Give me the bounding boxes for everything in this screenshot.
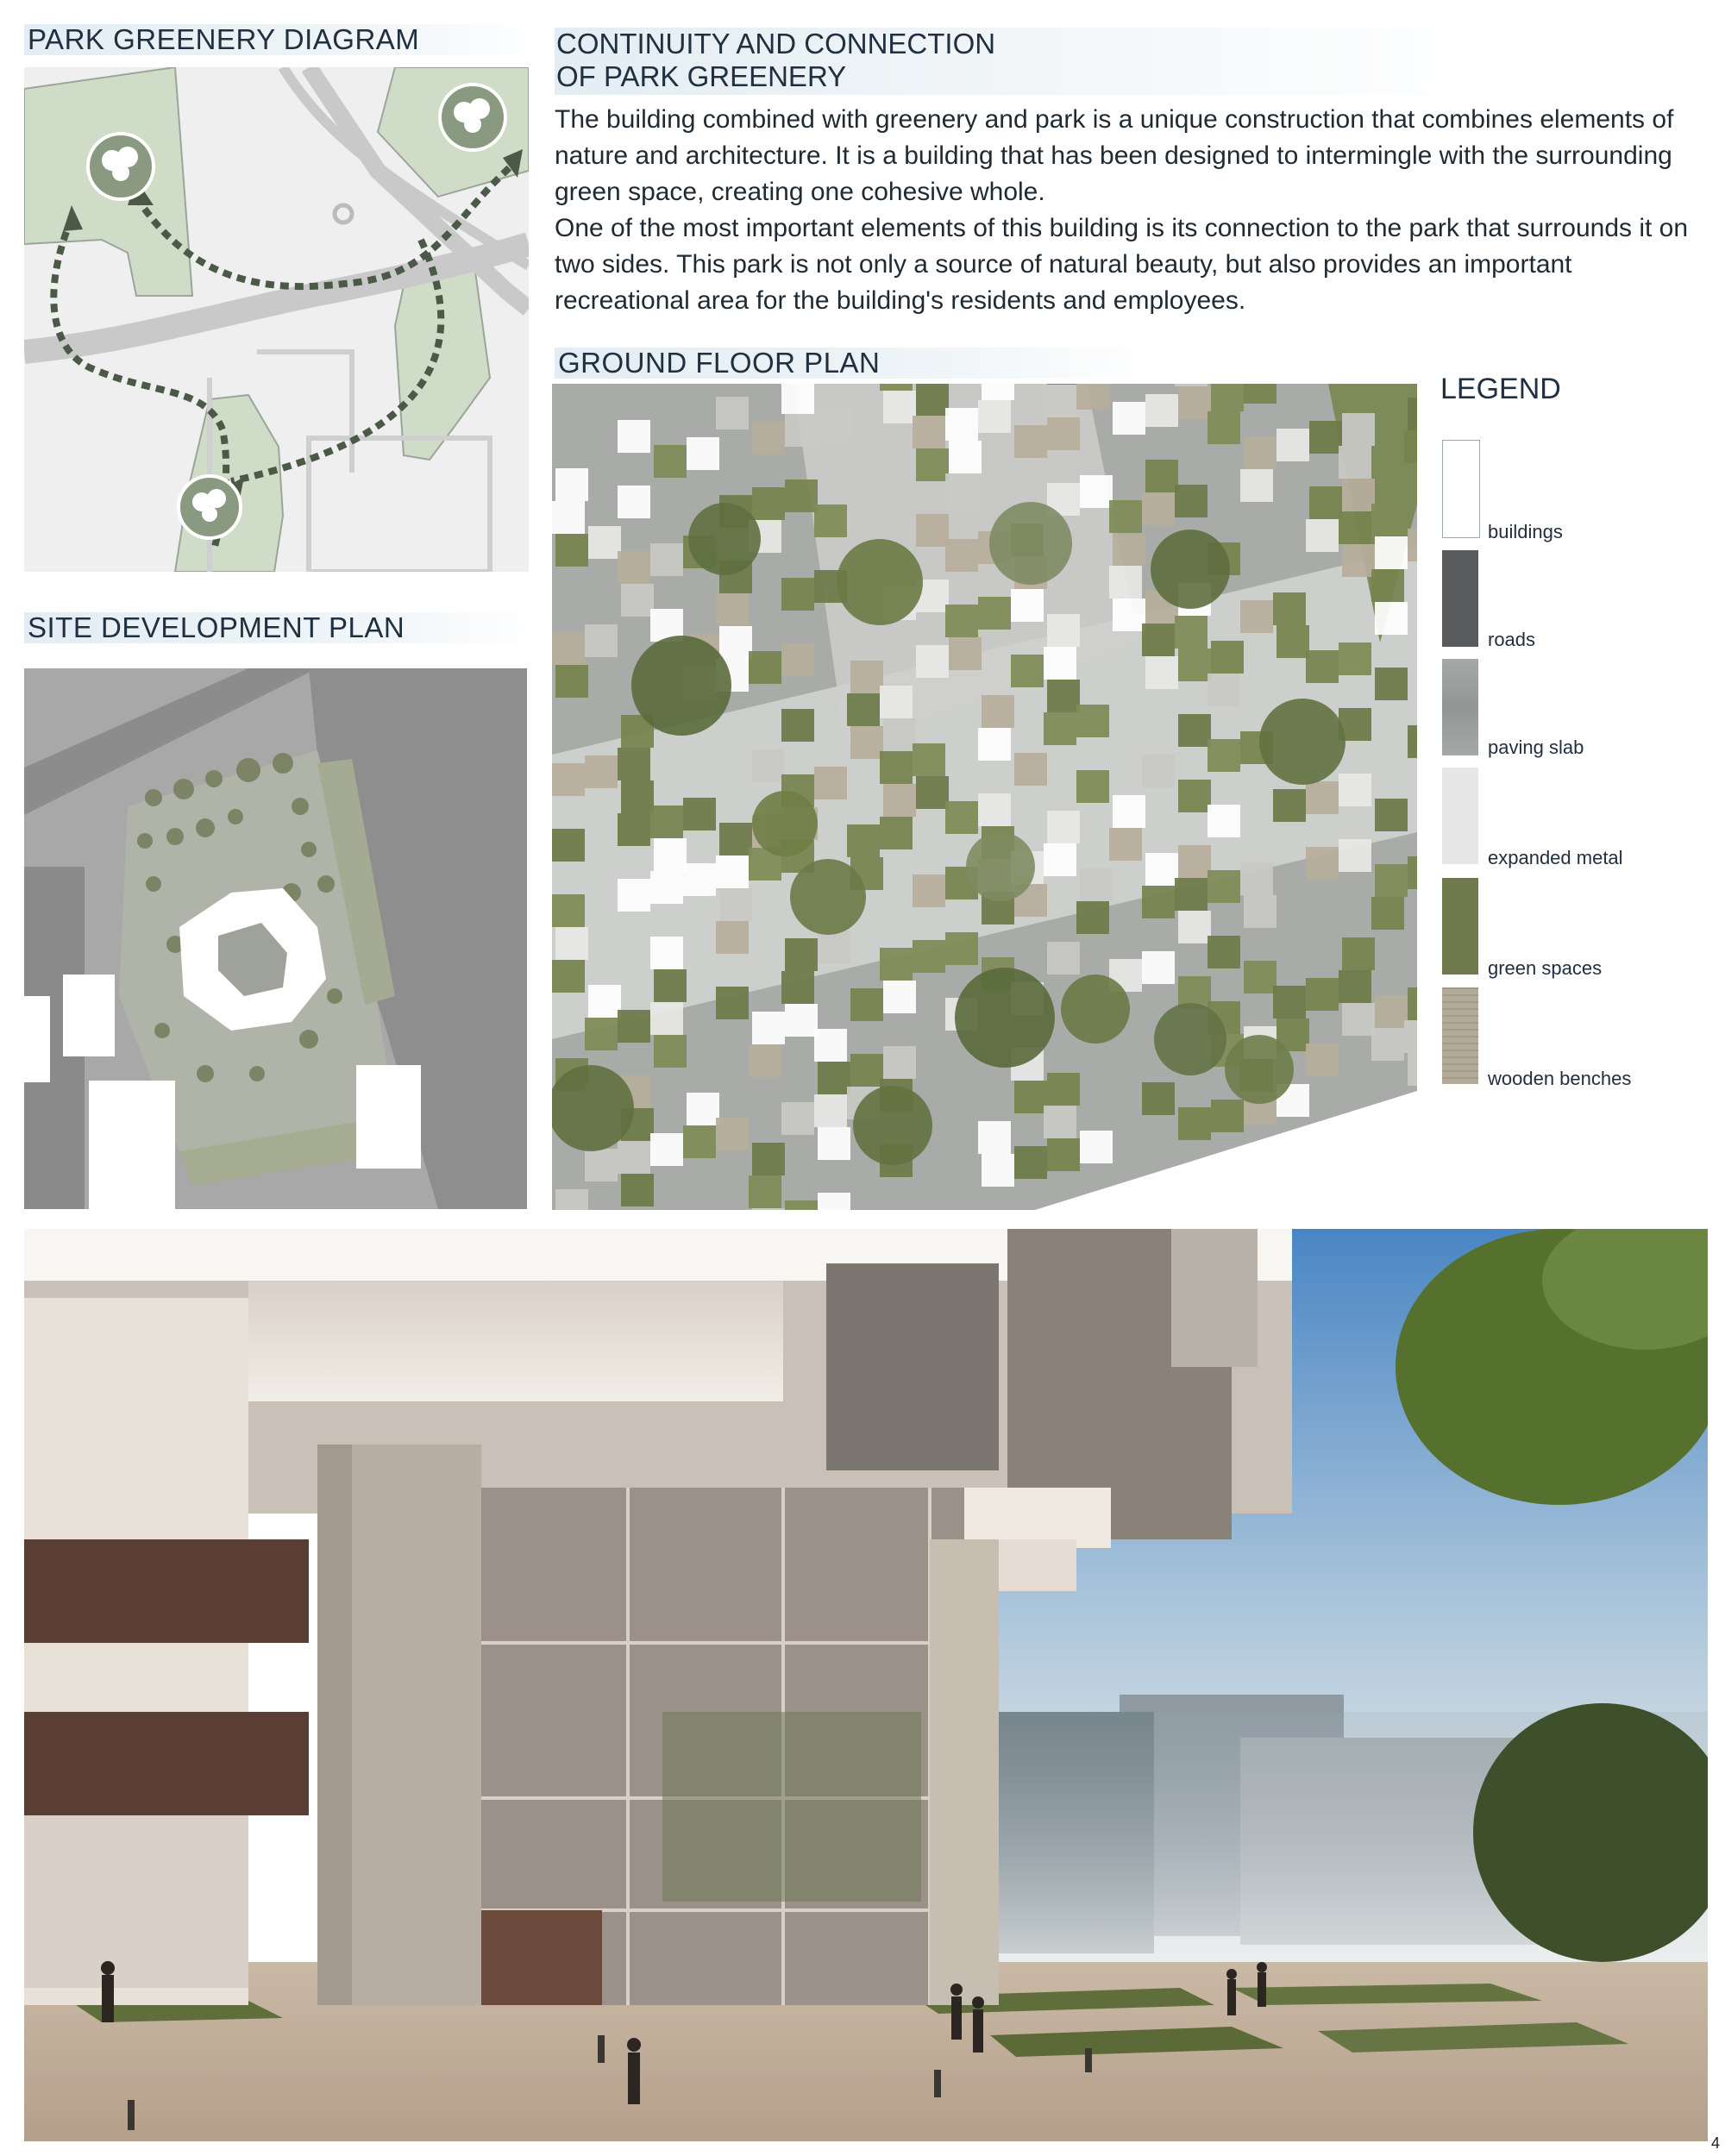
floor-tile — [818, 406, 850, 439]
floor-tile — [913, 874, 945, 907]
floor-tile — [814, 1029, 847, 1062]
floor-tile — [1375, 667, 1408, 700]
floor-tile — [1371, 1028, 1404, 1061]
building-west — [63, 975, 115, 1056]
floor-tile — [1408, 987, 1417, 1020]
floor-tile — [1240, 600, 1273, 633]
floor-tile — [883, 981, 916, 1013]
site-development-plan-title: SITE DEVELOPMENT PLAN — [24, 612, 545, 643]
floor-tile — [1175, 485, 1208, 517]
floor-tile — [752, 1208, 785, 1210]
floor-tile — [880, 751, 913, 784]
floor-tile — [1208, 674, 1240, 706]
floor-tile — [618, 1010, 650, 1043]
floor-tile — [618, 748, 650, 780]
legend-swatch-paving-slab — [1442, 659, 1478, 755]
floor-tile — [785, 1200, 818, 1210]
floor-tile — [585, 624, 618, 657]
floor-tile — [585, 1018, 618, 1050]
tree — [631, 636, 731, 736]
floor-tile — [1011, 655, 1044, 687]
floor-tile — [1076, 384, 1109, 410]
floor-tile — [785, 1004, 818, 1037]
floor-tile — [1306, 978, 1339, 1011]
floor-tile — [588, 985, 621, 1018]
floor-tile — [785, 479, 818, 512]
floor-tile — [1142, 755, 1175, 787]
floor-tile — [1047, 1073, 1080, 1106]
floor-tile — [1113, 533, 1145, 566]
floor-tile — [650, 871, 683, 904]
floor-tile — [1309, 421, 1342, 454]
floor-tile — [978, 400, 1011, 433]
legend-label-wooden-benches: wooden benches — [1488, 1068, 1632, 1089]
floor-tile — [1178, 780, 1211, 812]
floor-tile — [1109, 500, 1142, 533]
floor-tile — [883, 391, 916, 423]
floor-tile — [883, 718, 916, 751]
ground-floor-plan — [552, 384, 1417, 1210]
floor-tile — [1047, 942, 1080, 975]
ground-floor-plan-title: GROUND FLOOR PLAN — [555, 348, 1162, 379]
floor-tile — [1047, 384, 1080, 385]
floor-tile — [1113, 795, 1145, 828]
floor-tile — [683, 863, 716, 896]
floor-tile — [1109, 566, 1142, 599]
floor-tile — [719, 626, 752, 659]
floor-tile — [1244, 895, 1276, 928]
floor-tile — [1371, 897, 1404, 930]
floor-tile — [1211, 641, 1244, 674]
tree — [790, 859, 866, 935]
floor-tile — [883, 1046, 916, 1079]
floor-tile — [716, 856, 749, 888]
floor-tile — [683, 798, 716, 830]
floor-tile — [850, 1054, 883, 1087]
floor-tile — [1244, 436, 1276, 469]
floor-tile — [621, 584, 654, 617]
floor-tile — [1044, 647, 1076, 680]
site-development-plan-map — [24, 668, 527, 1209]
floor-tile — [916, 384, 949, 416]
description-text — [555, 102, 1706, 319]
tree — [955, 968, 1055, 1068]
floor-tile — [1014, 753, 1047, 786]
floor-tile — [1047, 614, 1080, 647]
floor-tile — [555, 1189, 588, 1210]
floor-tile — [1175, 384, 1208, 386]
floor-tile — [1142, 1082, 1175, 1115]
floor-tile — [1208, 805, 1240, 837]
floor-tile — [618, 551, 650, 584]
floor-tile — [949, 441, 982, 473]
floor-tile — [650, 543, 683, 576]
floor-tile — [982, 1154, 1014, 1187]
site-plan-svg — [24, 668, 527, 1209]
building-southwest — [89, 1081, 175, 1209]
floor-tile — [913, 743, 945, 776]
floor-tile — [650, 1002, 683, 1035]
legend-label-green-spaces: green spaces — [1488, 957, 1603, 979]
floor-tile — [982, 384, 1014, 400]
floor-tile — [749, 651, 781, 684]
floor-tile — [1011, 589, 1044, 622]
legend-title: LEGEND — [1440, 373, 1561, 405]
floor-tile — [945, 605, 978, 637]
floor-tile — [1309, 486, 1342, 519]
floor-tile — [621, 1174, 654, 1206]
floor-tile — [945, 932, 978, 965]
floor-tile — [1142, 951, 1175, 984]
column-right — [930, 1539, 999, 2005]
floor-tile — [585, 1149, 618, 1181]
floor-tile — [1342, 544, 1375, 577]
floor-tile — [1342, 479, 1375, 511]
floor-tile — [818, 1193, 850, 1210]
floor-tile — [719, 823, 752, 856]
floor-tile — [781, 1102, 814, 1135]
floor-tile — [1306, 781, 1339, 814]
floor-slab — [24, 1712, 309, 1815]
floor-tile — [1044, 1106, 1076, 1138]
floor-tile — [785, 414, 818, 447]
floor-tile — [1080, 475, 1113, 508]
floor-tile — [1076, 705, 1109, 737]
floor-tile — [781, 971, 814, 1004]
floor-tile — [1113, 402, 1145, 435]
floor-tile — [1113, 599, 1145, 631]
tree — [1154, 1003, 1226, 1075]
floor-slab — [24, 1539, 309, 1643]
legend-label-roads: roads — [1488, 629, 1536, 650]
floor-tile — [880, 686, 913, 718]
ground-floor-plan-svg — [552, 384, 1417, 1210]
building-southeast — [356, 1065, 421, 1169]
continuity-title — [555, 28, 1505, 95]
floor-tile — [621, 780, 654, 813]
floor-tile — [752, 1143, 785, 1175]
floor-tile — [1244, 961, 1276, 993]
floor-tile — [1178, 386, 1211, 419]
floor-tile — [847, 693, 880, 726]
floor-tile — [1244, 384, 1276, 404]
floor-tile — [552, 501, 585, 534]
entrance — [481, 1910, 602, 2005]
floor-tile — [1306, 519, 1339, 552]
floor-tile — [1375, 995, 1408, 1028]
floor-tile — [1339, 446, 1371, 479]
floor-tile — [1145, 394, 1178, 427]
floor-tile — [1178, 911, 1211, 943]
floor-tile — [1240, 469, 1273, 502]
floor-tile — [716, 593, 749, 626]
floor-tile — [1339, 511, 1371, 544]
floor-tile — [945, 801, 978, 834]
legend-swatch-buildings — [1442, 440, 1480, 538]
tree — [752, 791, 818, 856]
floor-tile — [880, 384, 913, 391]
tree — [966, 832, 1035, 901]
tree — [989, 502, 1072, 585]
park-greenery-diagram-title: PARK GREENERY DIAGRAM — [24, 24, 545, 55]
page-number: 4 — [1710, 2134, 1720, 2152]
floor-tile — [1047, 417, 1080, 450]
floor-tile — [1142, 886, 1175, 918]
floor-tile — [850, 661, 883, 693]
tree — [853, 1086, 932, 1165]
floor-tile — [618, 1141, 650, 1174]
floor-tile — [687, 1093, 719, 1125]
legend-label-buildings: buildings — [1488, 521, 1563, 542]
tree-icon-2 — [440, 85, 505, 150]
floor-tile — [1178, 714, 1211, 747]
floor-tile — [1371, 504, 1404, 536]
floor-tile — [552, 960, 585, 993]
floor-tile — [1142, 624, 1175, 656]
floor-tile — [818, 931, 850, 963]
floor-tile — [1211, 384, 1244, 411]
floor-tile — [913, 940, 945, 973]
floor-tile — [618, 813, 650, 846]
rendering-svg — [24, 1229, 1708, 2141]
floor-tile — [683, 1125, 716, 1158]
floor-tile — [880, 817, 913, 849]
floor-tile — [982, 695, 1014, 728]
floor-tile — [1339, 642, 1371, 675]
floor-tile — [1080, 868, 1113, 901]
floor-tile — [716, 1118, 749, 1150]
floor-tile — [781, 709, 814, 742]
floor-tile — [1404, 430, 1417, 463]
floor-tile — [1014, 1081, 1047, 1113]
legend-label-paving-slab: paving slab — [1488, 736, 1584, 758]
floor-tile — [1014, 1146, 1047, 1179]
floor-tile — [749, 1175, 781, 1208]
floor-tile — [781, 384, 814, 414]
floor-tile — [847, 824, 880, 857]
floor-tile — [555, 534, 588, 567]
floor-tile — [1076, 770, 1109, 803]
floor-tile — [945, 473, 978, 506]
floor-tile — [1044, 712, 1076, 745]
tree — [688, 503, 761, 575]
floor-tile — [555, 927, 588, 960]
floor-tile — [945, 408, 978, 441]
floor-tile — [650, 937, 683, 969]
floor-tile — [949, 637, 982, 670]
park-greenery-map-svg — [24, 67, 529, 572]
legend-swatch-green-spaces — [1442, 878, 1478, 975]
floor-tile — [1339, 774, 1371, 806]
floor-tile — [716, 987, 749, 1019]
floor-tile — [1371, 569, 1404, 602]
tree-icon-1 — [88, 134, 154, 199]
floor-tile — [650, 805, 683, 838]
floor-tile — [552, 632, 585, 665]
tree — [1225, 1035, 1294, 1104]
floor-tile — [916, 645, 949, 678]
floor-tile — [814, 767, 847, 799]
floor-tile — [555, 468, 588, 501]
floor-tile — [1109, 828, 1142, 861]
floor-tile — [1306, 847, 1339, 880]
floor-tile — [1208, 411, 1240, 444]
description-paragraph-2: One of the most important elements of this building is its connection to the park that surrounds it on two sides. This park is not only a source of natural beauty, but also provides an important recreational area for the building's residents and employees. — [555, 214, 1689, 315]
floor-tile — [1044, 385, 1076, 417]
floor-tile — [1208, 739, 1240, 772]
floor-tile — [850, 726, 883, 759]
floor-tile — [1208, 936, 1240, 968]
floor-tile — [850, 988, 883, 1021]
legend-swatch-wooden-benches — [1442, 987, 1478, 1084]
floor-tile — [1142, 492, 1175, 525]
tree — [1151, 530, 1230, 609]
floor-tile — [1047, 680, 1080, 712]
floor-tile — [552, 894, 585, 927]
floor-tile — [650, 1133, 683, 1166]
tree-icon-3 — [179, 476, 241, 538]
floor-tile — [1175, 616, 1208, 649]
floor-tile — [818, 1127, 850, 1160]
floor-tile — [1178, 845, 1211, 878]
floor-tile — [654, 1035, 687, 1068]
floor-tile — [1273, 789, 1306, 822]
continuity-title-line1: CONTINUITY AND CONNECTION — [556, 28, 996, 60]
floor-tile — [1339, 839, 1371, 872]
floor-tile — [1208, 870, 1240, 903]
floor-tile — [719, 888, 752, 921]
tree — [1061, 975, 1130, 1044]
floor-tile — [716, 397, 749, 429]
floor-tile — [588, 526, 621, 559]
floor-tile — [1408, 725, 1417, 758]
floor-tile — [916, 776, 949, 809]
floor-tile — [687, 437, 719, 470]
floor-tile — [916, 514, 949, 547]
floor-tile — [978, 1121, 1011, 1154]
building-left-edge — [24, 996, 50, 1082]
floor-tile — [1178, 649, 1211, 681]
floor-tile — [781, 578, 814, 611]
floor-tile — [978, 728, 1011, 761]
legend-label-expanded-metal: expanded metal — [1488, 847, 1623, 868]
floor-tile — [978, 597, 1011, 630]
continuity-title-line2: OF PARK GREENERY — [556, 60, 847, 92]
floor-tile — [752, 1012, 785, 1044]
legend-swatch-expanded-metal — [1442, 768, 1478, 864]
floor-tile — [618, 486, 650, 518]
floor-tile — [1145, 460, 1178, 492]
floor-tile — [1375, 602, 1408, 635]
floor-tile — [1145, 656, 1178, 689]
floor-tile — [749, 1044, 781, 1077]
floor-tile — [752, 422, 785, 454]
floor-tile — [913, 416, 945, 448]
floor-tile — [1342, 413, 1375, 446]
floor-tile — [654, 838, 687, 871]
floor-tile — [1047, 811, 1080, 843]
floor-tile — [1408, 529, 1417, 561]
floor-tile — [1276, 625, 1309, 658]
floor-tile — [752, 487, 785, 520]
legend-swatch-roads — [1442, 550, 1478, 647]
floor-tile — [818, 1062, 850, 1094]
floor-tile — [1306, 1044, 1339, 1076]
floor-tile — [552, 829, 585, 862]
floor-tile — [555, 665, 588, 698]
floor-tile — [1145, 853, 1178, 886]
tree — [837, 539, 923, 625]
floor-tile — [1276, 429, 1309, 461]
floor-tile — [1306, 650, 1339, 683]
floor-tile — [1375, 536, 1408, 569]
floor-tile — [552, 763, 585, 796]
floor-tile — [654, 969, 687, 1002]
floor-tile — [1408, 1053, 1417, 1086]
floor-tile — [1211, 1100, 1244, 1132]
floor-tile — [814, 1094, 847, 1127]
floor-tile — [1044, 843, 1076, 876]
floor-tile — [978, 793, 1011, 826]
floor-tile — [1273, 592, 1306, 625]
floor-tile — [1076, 901, 1109, 934]
floor-tile — [880, 948, 913, 981]
floor-tile — [1273, 986, 1306, 1018]
architectural-rendering — [24, 1229, 1708, 2141]
park-greenery-diagram-map — [24, 67, 529, 572]
description-paragraph-1: The building combined with greenery and park is a unique construction that combines elements of nature and architecture. It is a building that has been designed to intermingle with the surrounding green space, creating one cohesive whole. — [555, 105, 1674, 206]
floor-tile — [785, 938, 818, 971]
floor-tile — [1408, 856, 1417, 889]
floor-tile — [1342, 1003, 1375, 1036]
floor-tile — [1375, 864, 1408, 897]
floor-tile — [1408, 398, 1417, 430]
floor-tile — [883, 784, 916, 817]
floor-tile — [618, 879, 650, 912]
floor-tile — [945, 539, 978, 572]
floor-tile — [1339, 970, 1371, 1003]
floor-tile — [781, 643, 814, 676]
floor-tile — [1342, 937, 1375, 970]
floor-tile — [1404, 1020, 1417, 1053]
floor-tile — [1014, 425, 1047, 458]
floor-tile — [1047, 1138, 1080, 1171]
floor-tile — [1175, 878, 1208, 911]
floor-tile — [1240, 862, 1273, 895]
floor-tile — [916, 448, 949, 481]
floor-tile — [585, 755, 618, 788]
floor-tile — [1178, 1107, 1211, 1140]
floor-tile — [752, 749, 785, 782]
floor-tile — [618, 420, 650, 453]
tree — [1259, 699, 1346, 785]
floor-tile — [1080, 1131, 1113, 1163]
floor-tile — [1375, 799, 1408, 831]
floor-tile — [716, 921, 749, 954]
floor-tile — [814, 505, 847, 537]
floor-tile — [654, 445, 687, 478]
